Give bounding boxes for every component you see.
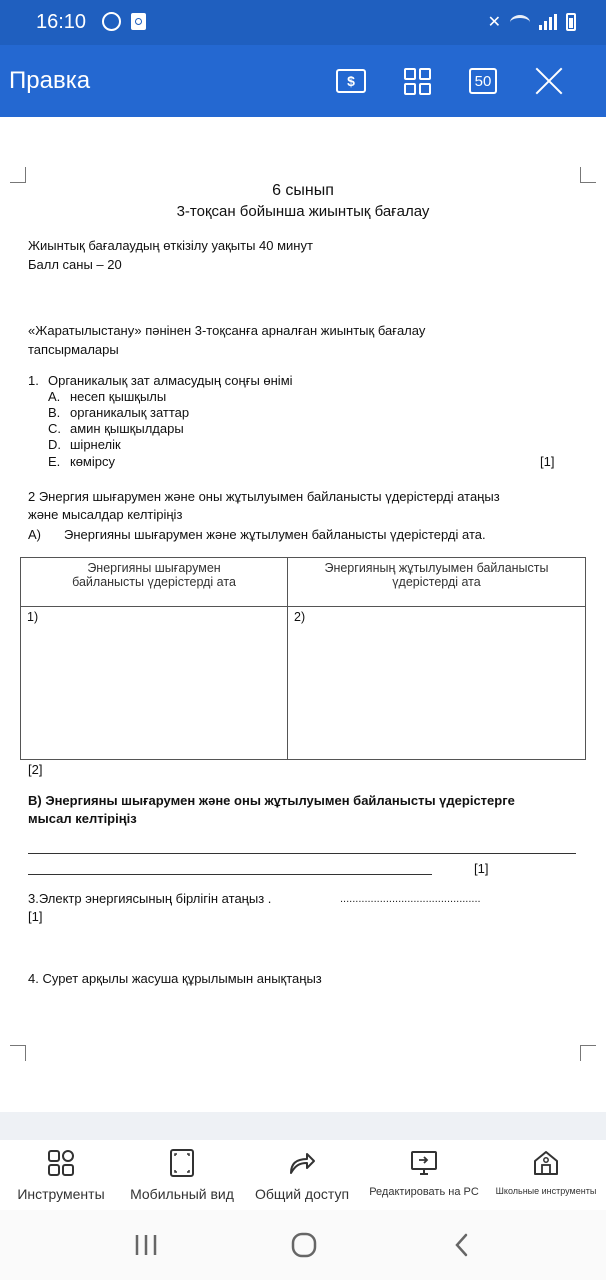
- answer-table: [20, 557, 586, 760]
- edit-on-pc-label: Редактировать на PC: [369, 1186, 479, 1198]
- share-icon: [287, 1148, 317, 1178]
- answer-line: [28, 853, 576, 854]
- zoom-level-icon: 50: [469, 68, 497, 94]
- page-corner-mark: [10, 167, 26, 183]
- q2-mark-a: [2]: [28, 762, 43, 777]
- app-actions: [318, 61, 582, 101]
- page-corner-mark: [580, 167, 596, 183]
- status-bar: [0, 0, 606, 45]
- recent-apps-button[interactable]: [126, 1230, 166, 1260]
- q1-option-text: органикалық заттар: [70, 405, 190, 420]
- back-icon: [452, 1232, 472, 1258]
- table-header-text: Энергияның жұтылуымен байланысты: [324, 561, 549, 575]
- q1-option-letter: A.: [48, 389, 61, 404]
- q4-text: 4. Сурет арқылы жасуша құрылымын анықтаңыз: [28, 971, 322, 986]
- home-icon: [290, 1231, 318, 1259]
- table-header-text: үдерістерді ата: [392, 575, 481, 589]
- notification-app-icon: [131, 13, 146, 30]
- q2-line2: және мысалдар келтіріңіз: [28, 507, 183, 522]
- table-header-cell: [21, 558, 288, 607]
- mute-icon: ✕: [487, 14, 501, 31]
- mobile-view-label: Мобильный вид: [130, 1186, 234, 1202]
- mobile-view-button[interactable]: [122, 1140, 242, 1210]
- q2-b-line1: B) Энергияны шығарумен және оны жұтылуымен байланысты үдерістерге: [28, 793, 515, 808]
- answer-cell-number: 1): [27, 610, 39, 624]
- toolbar-separator: [0, 1112, 606, 1140]
- page-corner-mark: [580, 1045, 596, 1061]
- q2-mark-b: [1]: [474, 861, 489, 876]
- q1-option-letter: C.: [48, 421, 61, 436]
- mobile-view-icon: [169, 1148, 195, 1178]
- q1-option-text: шірнелік: [70, 437, 121, 452]
- doc-intro-line2: тапсырмалары: [28, 342, 119, 357]
- app-title: Правка: [9, 67, 91, 94]
- q1-option-text: көмірсу: [70, 454, 115, 469]
- q2-a-letter: A): [28, 527, 41, 542]
- battery-icon: [566, 13, 576, 31]
- app-bar: [0, 45, 606, 117]
- answer-line: [28, 874, 432, 875]
- edit-on-pc-button[interactable]: [362, 1140, 486, 1210]
- signal-icon: [539, 14, 557, 30]
- doc-intro-line1: «Жаратылыстану» пәнінен 3-тоқсанға арналған жиынтық бағалау: [28, 323, 426, 338]
- purchase-button[interactable]: [318, 61, 384, 101]
- q1-option-letter: D.: [48, 437, 61, 452]
- doc-subtitle: 3-тоқсан бойынша жиынтық бағалау: [176, 203, 430, 220]
- edit-on-pc-icon: [409, 1148, 439, 1178]
- q1-option-letter: B.: [48, 405, 61, 420]
- q1-option-text: амин қышқылдары: [70, 421, 184, 436]
- school-tools-button[interactable]: [488, 1140, 604, 1210]
- wifi-icon: [510, 15, 530, 30]
- table-answer-cell: [21, 607, 288, 760]
- doc-score: Балл саны – 20: [28, 257, 122, 272]
- school-tools-label: Школьные инструменты: [495, 1186, 597, 1196]
- status-indicators: [488, 11, 576, 33]
- page-corner-mark: [10, 1045, 26, 1061]
- page-grid-button[interactable]: [384, 61, 450, 101]
- tools-button[interactable]: [0, 1140, 122, 1210]
- tools-icon: [47, 1148, 75, 1178]
- table-answer-cell: [288, 607, 586, 760]
- q2-b-line2: мысал келтіріңіз: [28, 811, 137, 826]
- system-nav-bar: [0, 1210, 606, 1280]
- doc-grade: 6 сынып: [272, 182, 334, 199]
- recent-apps-icon: [133, 1233, 159, 1257]
- q3-mark: [1]: [28, 909, 43, 924]
- share-button[interactable]: [244, 1140, 360, 1210]
- table-header-cell: [288, 558, 586, 607]
- q1-option-letter: E.: [48, 454, 61, 469]
- whatsapp-icon: [102, 12, 121, 31]
- tools-label: Инструменты: [17, 1186, 105, 1202]
- zoom-button[interactable]: [450, 61, 516, 101]
- share-label: Общий доступ: [254, 1186, 350, 1202]
- answer-cell-number: 2): [294, 610, 306, 624]
- close-button[interactable]: [516, 61, 582, 101]
- q1-option-text: несеп қышқылы: [70, 389, 167, 404]
- q1-number: 1.: [28, 373, 39, 388]
- school-tools-icon: [532, 1148, 560, 1178]
- back-button[interactable]: [442, 1230, 482, 1260]
- home-button[interactable]: [284, 1230, 324, 1260]
- table-header-text: байланысты үдерістерді ата: [72, 575, 236, 589]
- grid-icon: [404, 68, 431, 95]
- q3-dots: ..............................................: [340, 893, 481, 905]
- table-header-text: Энергияны шығарумен: [87, 561, 221, 575]
- dollar-ticket-icon: $: [336, 69, 366, 93]
- q1-mark: [1]: [540, 454, 555, 469]
- q2-a-text: Энергияны шығарумен және жұтылумен байланысты үдерістерді ата.: [64, 527, 486, 542]
- close-icon: [535, 67, 563, 95]
- document-page[interactable]: [0, 117, 606, 1112]
- q3-text: 3.Электр энергиясының бірлігін атаңыз .: [28, 891, 272, 906]
- q2-line1: 2 Энергия шығарумен және оны жұтылуымен байланысты үдерістерді атаңыз: [28, 489, 500, 504]
- bottom-toolbar: [0, 1140, 606, 1210]
- doc-duration: Жиынтық бағалаудың өткізілу уақыты 40 минут: [28, 238, 313, 253]
- q1-text: Органикалық зат алмасудың соңғы өнімі: [48, 373, 293, 388]
- status-time: 16:10: [36, 11, 87, 33]
